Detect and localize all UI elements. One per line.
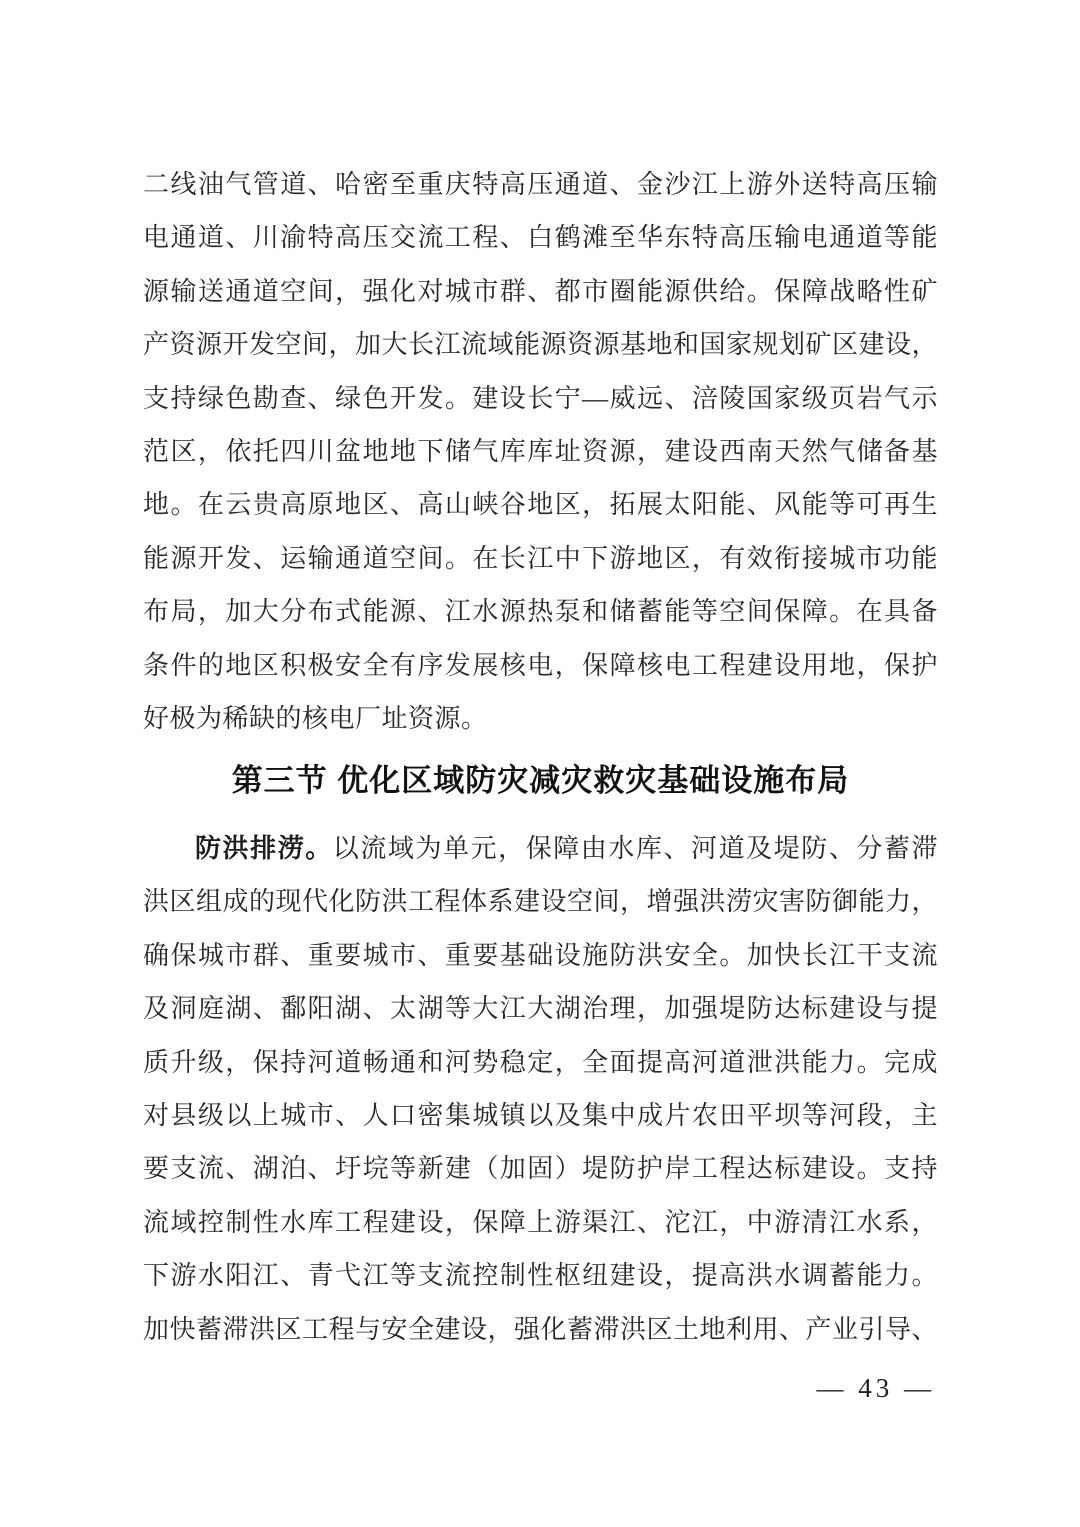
body-line: 流域控制性水库工程建设，保障上游渠江、沱江，中游清江水系， <box>143 1207 938 1237</box>
body-line: 地。在云贵高原地区、高山峡谷地区，拓展太阳能、风能等可再生 <box>143 490 938 520</box>
body-line: 能源开发、运输通道空间。在长江中下游地区，有效衔接城市功能 <box>143 543 938 573</box>
energy-paragraph <box>143 158 938 745</box>
page-number: — 43 — <box>816 1373 935 1403</box>
body-line: 下游水阳江、青弋江等支流控制性枢纽建设，提高洪水调蓄能力。 <box>143 1261 938 1291</box>
body-line: 好极为稀缺的核电厂址资源。 <box>143 703 488 733</box>
body-line: 布局，加大分布式能源、江水源热泵和储蓄能等空间保障。在具备 <box>143 597 938 627</box>
body-line: 洪区组成的现代化防洪工程体系建设空间，增强洪涝灾害防御能力， <box>143 887 938 917</box>
body-line: 支持绿色勘查、绿色开发。建设长宁—威远、涪陵国家级页岩气示 <box>143 383 938 413</box>
body-line: 对县级以上城市、人口密集城镇以及集中成片农田平坝等河段，主 <box>143 1100 938 1130</box>
section-heading: 第三节 优化区域防灾减灾救灾基础设施布局 <box>231 763 850 798</box>
body-line: 范区，依托四川盆地地下储气库库址资源，建设西南天然气储备基 <box>143 436 938 466</box>
body-line: 质升级，保持河道畅通和河势稳定，全面提高河道泄洪能力。完成 <box>143 1047 938 1077</box>
body-line: 产资源开发空间，加大长江流域能源资源基地和国家规划矿区建设， <box>143 330 938 360</box>
body-line: 确保城市群、重要城市、重要基础设施防洪安全。加快长江干支流 <box>143 940 938 970</box>
body-line: 二线油气管道、哈密至重庆特高压通道、金沙江上游外送特高压输 <box>143 170 938 199</box>
body-line: 及洞庭湖、鄱阳湖、太湖等大江大湖治理，加强堤防达标建设与提 <box>143 994 938 1024</box>
body-line: 要支流、湖泊、圩垸等新建（加固）堤防护岸工程达标建设。支持 <box>143 1154 938 1184</box>
body-line-text: 以流域为单元，保障由水库、河道及堤防、分蓄滞 <box>332 834 938 863</box>
body-line: 加快蓄滞洪区工程与安全建设，强化蓄滞洪区土地利用、产业引导、 <box>143 1314 938 1344</box>
paragraph-lead-bold: 防洪排涝。 <box>195 834 333 863</box>
body-line: 条件的地区积极安全有序发展核电，保障核电工程建设用地，保护 <box>143 650 938 680</box>
flood-paragraph <box>143 822 938 1356</box>
body-line <box>143 822 938 875</box>
body-line: 电通道、川渝特高压交流工程、白鹤滩至华东特高压输电通道等能 <box>143 223 938 253</box>
body-line: 源输送通道空间，强化对城市群、都市圈能源供给。保障战略性矿 <box>143 276 938 306</box>
